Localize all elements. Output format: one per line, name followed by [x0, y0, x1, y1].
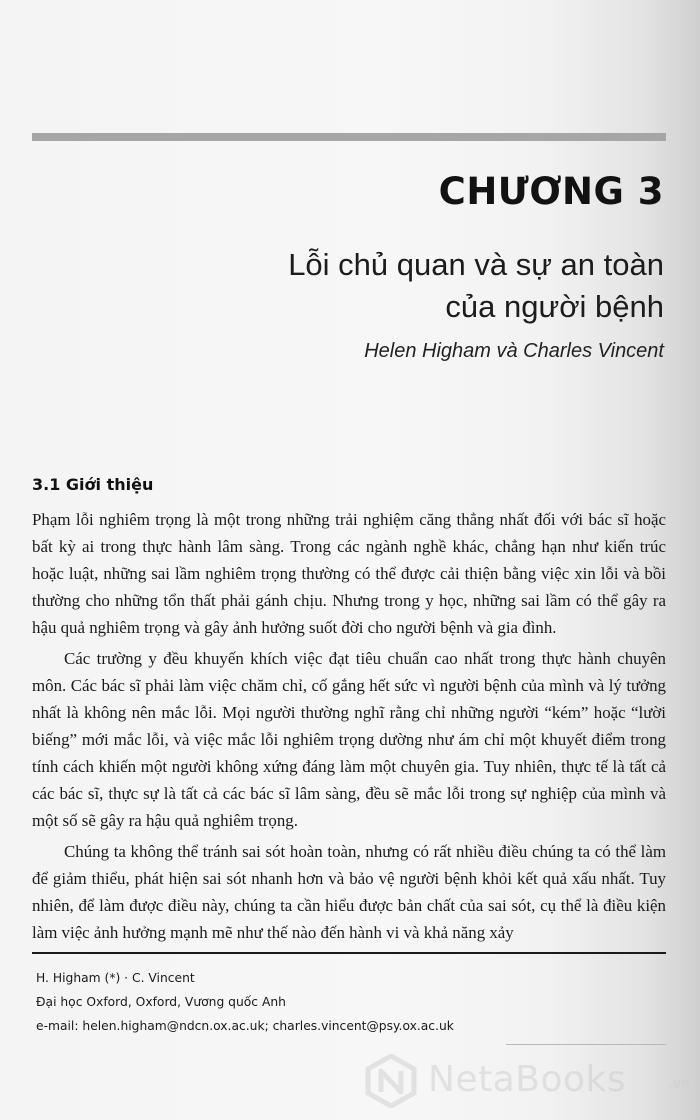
paragraph-3: Chúng ta không thể tránh sai sót hoàn toàn, nhưng có rất nhiều điều chúng ta có thể làm để giảm thiểu, phát hiện sai sót nhanh hơn và bảo vệ người bệnh khỏi kết quả xấu nhất. Tuy nhiên, để làm được điều này, chúng ta cần hiểu được bản chất của sai sót, cụ thể là điều kiện làm việc ảnh hưởng mạnh mẽ như thế nào đến hành vi và khả năng xảy	[32, 842, 666, 942]
body-text	[32, 506, 666, 950]
footnote-rule	[32, 952, 666, 954]
watermark-brand: NetaBooks	[428, 1059, 627, 1100]
chapter-authors: Helen Higham và Charles Vincent	[364, 340, 664, 362]
paragraph-2: Các trường y đều khuyến khích việc đạt tiêu chuẩn cao nhất trong thực hành chuyên môn. Các bác sĩ phải làm việc chăm chỉ, cố gắng hết sức vì người bệnh của mình và lý tưởng nhất là không nên mắc lỗi. Mọi người thường nghĩ rằng chỉ những người “kém” hoặc “lười biếng” mới mắc lỗi, và việc mắc lỗi nghiêm trọng dường như ám chỉ một khuyết điểm trong tính cách khiến một người không xứng đáng làm một chuyên gia. Tuy nhiên, thực tế là tất cả các bác sĩ, thực sự là tất cả các bác sĩ lâm sàng, đều sẽ mắc lỗi trong sự nghiệp của mình và một số sẽ gây ra hậu quả nghiêm trọng.	[32, 649, 666, 830]
chapter-title	[288, 244, 664, 328]
watermark-suffix: .vn	[668, 1076, 690, 1092]
footnote-authors: H. Higham (*) · C. Vincent	[36, 971, 195, 985]
watermark-rule	[506, 1044, 666, 1045]
section-heading: 3.1 Giới thiệu	[32, 475, 154, 494]
footnote-affiliation: Đại học Oxford, Oxford, Vương quốc Anh	[36, 995, 286, 1009]
chapter-title-line-2: của người bệnh	[445, 289, 664, 324]
watermark	[364, 1050, 698, 1112]
chapter-title-line-1: Lỗi chủ quan và sự an toàn	[288, 247, 664, 282]
paragraph-1: Phạm lỗi nghiêm trọng là một trong những trải nghiệm căng thẳng nhất đối với bác sĩ hoặc bất kỳ ai trong thực hành lâm sàng. Trong các ngành nghề khác, chẳng hạn như kiến trúc hoặc luật, những sai lầm nghiêm trọng thường có thể được cải thiện bằng việc xin lỗi và bồi thường cho những tổn thất phải gánh chịu. Nhưng trong y học, những sai lầm có thể gây ra hậu quả nghiêm trọng và gây ảnh hưởng suốt đời cho người bệnh và gia đình.	[32, 510, 666, 637]
netabooks-logo-icon	[364, 1054, 418, 1108]
top-rule	[32, 133, 666, 141]
footnote-email: e-mail: helen.higham@ndcn.ox.ac.uk; charles.vincent@psy.ox.ac.uk	[36, 1019, 454, 1033]
chapter-number: CHƯƠNG 3	[438, 170, 664, 213]
footnotes	[36, 966, 454, 1038]
